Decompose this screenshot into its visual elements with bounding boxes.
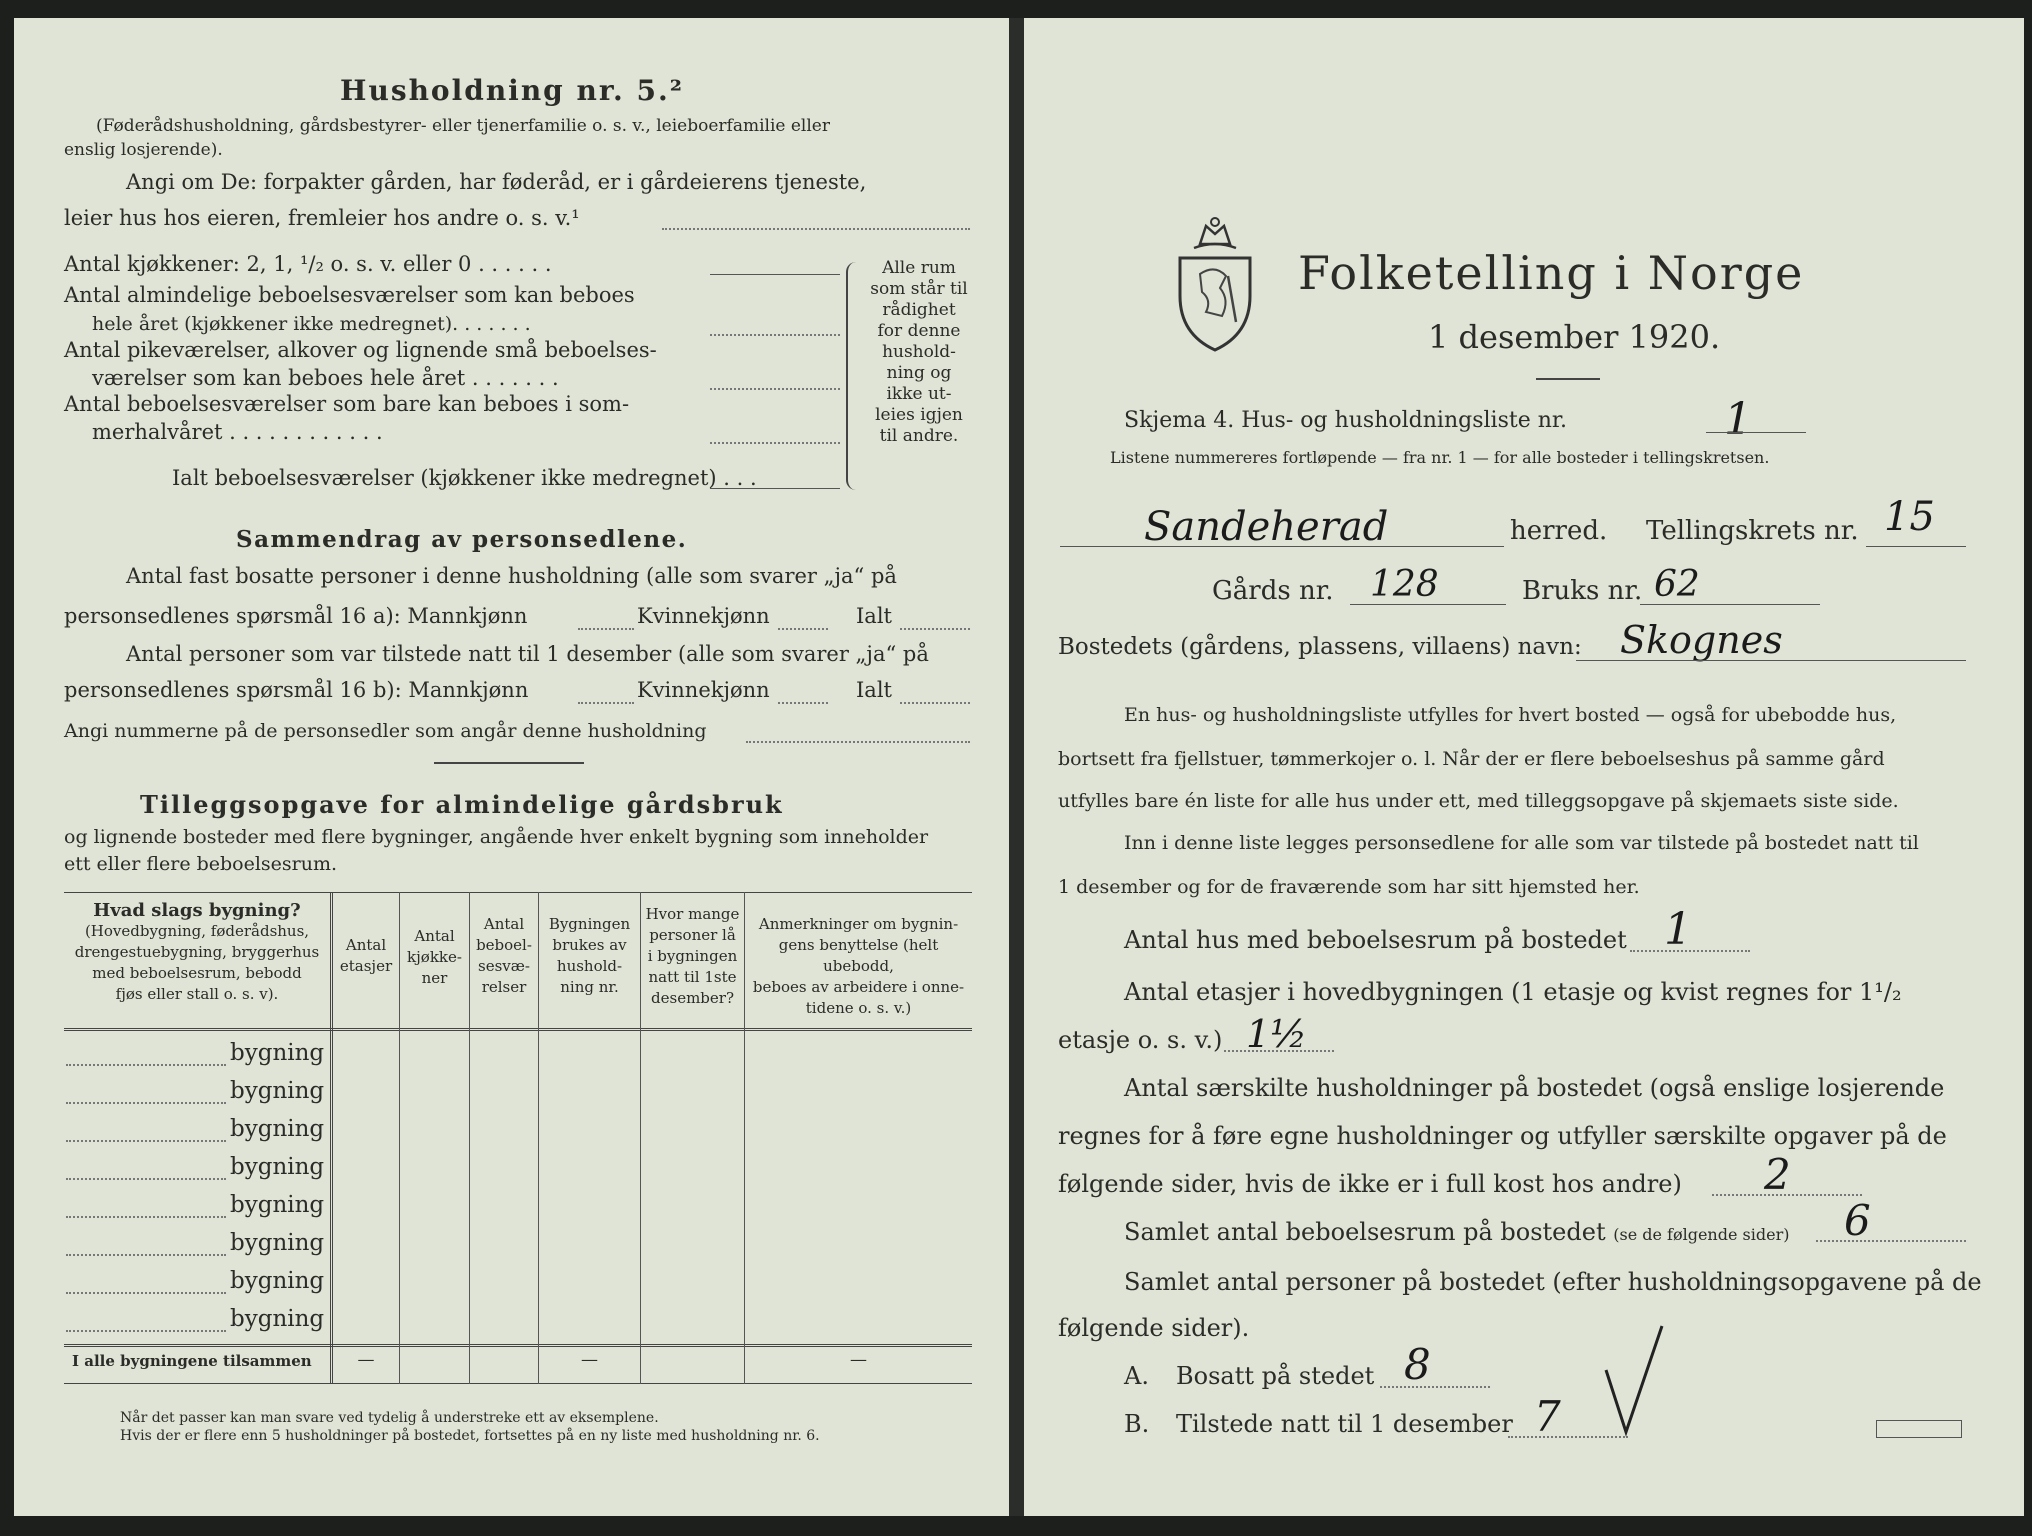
small-rooms-field[interactable] — [710, 388, 840, 390]
coat-of-arms-icon — [1170, 204, 1260, 354]
household-intro-2: enslig losjerende). — [64, 140, 223, 160]
title-divider — [1536, 378, 1600, 380]
col-header-kitchens: Antal kjøkke- ner — [407, 927, 462, 987]
angi-answer-line[interactable] — [662, 228, 970, 230]
row-dots — [66, 1102, 226, 1104]
small-rooms-label-2: værelser som kan beboes hele året . . . . . . . — [92, 366, 559, 390]
total-rooms-label: Ialt beboelsesværelser (kjøkkener ikke medregnet) . . . — [172, 466, 757, 490]
persons-label-1: Samlet antal personer på bostedet (efter husholdningsopgavene på de — [1124, 1268, 1982, 1296]
holding-number-label: Bruks nr. — [1522, 576, 1643, 606]
district-field — [1866, 546, 1966, 547]
summary-heading: Sammendrag av personsedlene. — [236, 526, 688, 553]
summary-line-5: Angi nummerne på de personsedler som angår denne husholdning — [64, 720, 707, 742]
section-divider — [434, 762, 584, 764]
present-female-field[interactable] — [778, 702, 828, 704]
table-row[interactable] — [64, 1302, 330, 1338]
floors-value[interactable]: 1½ — [1246, 1012, 1308, 1056]
row-label: bygning — [230, 1078, 325, 1104]
rooms-field[interactable] — [710, 334, 840, 336]
persons-label-2: følgende sider). — [1058, 1314, 1250, 1342]
row-dots — [66, 1140, 226, 1142]
row-label: bygning — [230, 1040, 325, 1066]
houses-value[interactable]: 1 — [1664, 904, 1692, 955]
col-header-persons: Hvor mange personer lå i bygningen natt til 1ste desember? — [645, 905, 740, 1007]
form-number-field — [1706, 432, 1806, 433]
district-value[interactable]: 15 — [1884, 494, 1935, 540]
floors-field — [1224, 1050, 1334, 1052]
supplement-line-2: ett eller flere beboelsesrum. — [64, 853, 338, 875]
census-title: Folketelling i Norge — [1298, 246, 1805, 300]
census-date: 1 desember 1920. — [1428, 318, 1721, 356]
footnote-2: Hvis der er flere enn 5 husholdninger på bostedet, fortsettes på en ny liste med husholdning nr. 6. — [120, 1428, 820, 1444]
angi-line-2: leier hus hos eieren, fremleier hos andre o. s. v.¹ — [64, 206, 580, 230]
row-dots — [66, 1064, 226, 1066]
total-remarks-dash: — — [850, 1350, 867, 1370]
summer-rooms-label-1: Antal beboelsesværelser som bare kan beboes i som- — [64, 392, 630, 416]
side-brace — [846, 262, 858, 490]
table-total-rule — [64, 1344, 972, 1347]
table-row[interactable] — [64, 1150, 330, 1186]
resident-total-label: Ialt — [856, 604, 892, 628]
person-numbers-field[interactable] — [746, 741, 970, 743]
resident-value[interactable]: 8 — [1404, 1340, 1431, 1389]
municipality-label: herred. — [1510, 516, 1608, 546]
table-header-rule — [64, 1028, 972, 1031]
table-row[interactable] — [64, 1112, 330, 1148]
row-dots — [66, 1216, 226, 1218]
row-dots — [66, 1178, 226, 1180]
total-rooms-text: Samlet antal beboelsesrum på bostedet — [1124, 1218, 1606, 1246]
present-total-label: Ialt — [856, 678, 892, 702]
present-total-field[interactable] — [900, 702, 970, 704]
municipality-value[interactable]: Sandeherad — [1144, 504, 1389, 550]
row-label: bygning — [230, 1306, 325, 1332]
col-header-remarks: Anmerkninger om bygnin- gens benyttelse (helt ubebodd, beboes av arbeidere i onne- tidene o. s. v.) — [752, 915, 965, 1017]
present-letter: B. — [1124, 1410, 1150, 1438]
resident-total-field[interactable] — [900, 628, 970, 630]
row-label: bygning — [230, 1230, 325, 1256]
place-name-value[interactable]: Skognes — [1620, 618, 1783, 662]
households-label-1: Antal særskilte husholdninger på bostedet (også enslige losjerende — [1124, 1074, 1945, 1102]
total-rooms-label — [1124, 1218, 1789, 1246]
households-field — [1712, 1194, 1862, 1196]
row-dots — [66, 1330, 226, 1332]
printer-stamp — [1876, 1420, 1962, 1438]
small-rooms-label-1: Antal pikeværelser, alkover og lignende små beboelses- — [64, 338, 657, 362]
resident-male-field[interactable] — [578, 628, 634, 630]
form-number-value[interactable]: 1 — [1724, 394, 1752, 445]
resident-field — [1380, 1386, 1490, 1388]
present-value[interactable]: 7 — [1534, 1392, 1561, 1441]
instructions-line-1: En hus- og husholdningsliste utfylles for hvert bosted — også for ubebodde hus, — [1124, 704, 1897, 726]
instructions-line-4: Inn i denne liste legges personsedlene for alle som var tilstede på bostedet natt til — [1124, 832, 1919, 854]
row-label: bygning — [230, 1116, 325, 1142]
form-label: Skjema 4. Hus- og husholdningsliste nr. — [1124, 408, 1567, 433]
angi-line-1: Angi om De: forpakter gården, har føderåd, er i gårdeierens tjeneste, — [126, 170, 867, 194]
footnote-1: Når det passer kan man svare ved tydelig å understreke ett av eksemplene. — [120, 1410, 659, 1426]
household-intro: (Føderådshusholdning, gårdsbestyrer- eller tjenerfamilie o. s. v., leieboerfamilie eller — [96, 116, 830, 136]
table-row[interactable] — [64, 1036, 330, 1072]
farm-number-field — [1350, 604, 1506, 605]
resident-letter: A. — [1124, 1362, 1149, 1390]
kitchen-count-field[interactable] — [710, 274, 840, 275]
summary-line-2: personsedlenes spørsmål 16 a): Mannkjønn — [64, 604, 528, 628]
present-male-field[interactable] — [578, 702, 634, 704]
instructions-line-5: 1 desember og for de fraværende som har sitt hjemsted her. — [1058, 876, 1640, 898]
houses-label: Antal hus med beboelsesrum på bostedet — [1124, 926, 1627, 954]
summary-line-4: personsedlenes spørsmål 16 b): Mannkjønn — [64, 678, 529, 702]
table-row[interactable] — [64, 1188, 330, 1224]
summary-line-3: Antal personer som var tilstede natt til 1 desember (alle som svarer „ja“ på — [126, 642, 929, 666]
col-header-household: Bygningen brukes av hushold- ning nr. — [548, 915, 631, 996]
place-name-field — [1576, 660, 1966, 661]
households-value[interactable]: 2 — [1764, 1150, 1791, 1199]
table-total-label: I alle bygningene tilsammen — [72, 1352, 312, 1370]
household-title: Husholdning nr. 5.² — [340, 74, 685, 107]
resident-female-field[interactable] — [778, 628, 828, 630]
total-household-dash: — — [581, 1350, 598, 1370]
table-row[interactable] — [64, 1226, 330, 1262]
rooms-label-1: Antal almindelige beboelsesværelser som kan beboes — [64, 283, 635, 307]
supplement-line-1: og lignende bosteder med flere bygninger, angående hver enkelt bygning som inneholder — [64, 826, 929, 848]
row-dots — [66, 1292, 226, 1294]
total-floors-dash: — — [357, 1350, 375, 1370]
col-header-rooms: Antal beboel- sesvæ- relser — [476, 915, 532, 996]
resident-label: Bosatt på stedet — [1176, 1362, 1375, 1390]
total-rooms-field[interactable] — [710, 488, 840, 489]
floors-label-2: etasje o. s. v.) — [1058, 1026, 1223, 1054]
kitchen-count-label: Antal kjøkkener: 2, 1, ¹/₂ o. s. v. eller 0 . . . . . . — [64, 252, 552, 276]
table-row[interactable] — [64, 1264, 330, 1300]
row-label: bygning — [230, 1192, 325, 1218]
col-header-floors: Antal etasjer — [339, 936, 393, 975]
checkmark-icon — [1600, 1320, 1670, 1440]
present-female-label: Kvinnekjønn — [637, 678, 770, 702]
place-name-label: Bostedets (gårdens, plassens, villaens) navn: — [1058, 634, 1582, 660]
households-label-2: regnes for å føre egne husholdninger og utfyller særskilte opgaver på de — [1058, 1122, 1947, 1150]
farm-number-label: Gårds nr. — [1212, 576, 1334, 606]
instructions-line-3: utfylles bare én liste for alle hus under ett, med tilleggsopgave på skjemaets siste side. — [1058, 790, 1899, 812]
present-label: Tilstede natt til 1 desember — [1176, 1410, 1513, 1438]
summer-rooms-label-2: merhalvåret . . . . . . . . . . . . — [92, 420, 383, 444]
col-header-building: Hvad slags bygning? (Hovedbygning, føderådshus, drengestuebygning, bryggerhus med beboelsesrum, bebodd fjøs eller stall o. s. v). — [74, 900, 320, 1003]
municipality-field — [1060, 546, 1504, 547]
book-spine — [1009, 18, 1024, 1516]
supplement-heading: Tilleggsopgave for almindelige gårdsbruk — [140, 790, 784, 819]
summary-line-1: Antal fast bosatte personer i denne husholdning (alle som svarer „ja“ på — [126, 564, 897, 588]
district-label: Tellingskrets nr. — [1646, 516, 1859, 546]
holding-number-value[interactable]: 62 — [1654, 564, 1700, 605]
resident-female-label: Kvinnekjønn — [637, 604, 770, 628]
houses-field — [1630, 950, 1750, 952]
floors-label-1: Antal etasjer i hovedbygningen (1 etasje og kvist regnes for 1¹/₂ — [1124, 978, 1902, 1006]
holding-number-field — [1640, 604, 1820, 605]
farm-number-value[interactable]: 128 — [1370, 564, 1439, 605]
side-note: Alle rum som står til rådighet for denne hushold- ning og ikke ut- leies igjen til andre. — [870, 258, 968, 446]
row-dots — [66, 1254, 226, 1256]
table-row[interactable] — [64, 1074, 330, 1110]
summer-rooms-field[interactable] — [710, 442, 840, 444]
total-rooms-hint: (se de følgende sider) — [1613, 1225, 1790, 1244]
row-label: bygning — [230, 1268, 325, 1294]
row-label: bygning — [230, 1154, 325, 1180]
rooms-label-2: hele året (kjøkkener ikke medregnet). . . . . . . — [92, 313, 531, 335]
numbering-note: Listene nummereres fortløpende — fra nr. 1 — for alle bosteder i tellingskretsen. — [1110, 448, 1770, 467]
total-rooms-field — [1816, 1240, 1966, 1242]
households-label-3: følgende sider, hvis de ikke er i full kost hos andre) — [1058, 1170, 1682, 1198]
total-rooms-value[interactable]: 6 — [1844, 1196, 1871, 1245]
instructions-line-2: bortsett fra fjellstuer, tømmerkojer o. l. Når der er flere beboelseshus på samme gård — [1058, 748, 1885, 770]
